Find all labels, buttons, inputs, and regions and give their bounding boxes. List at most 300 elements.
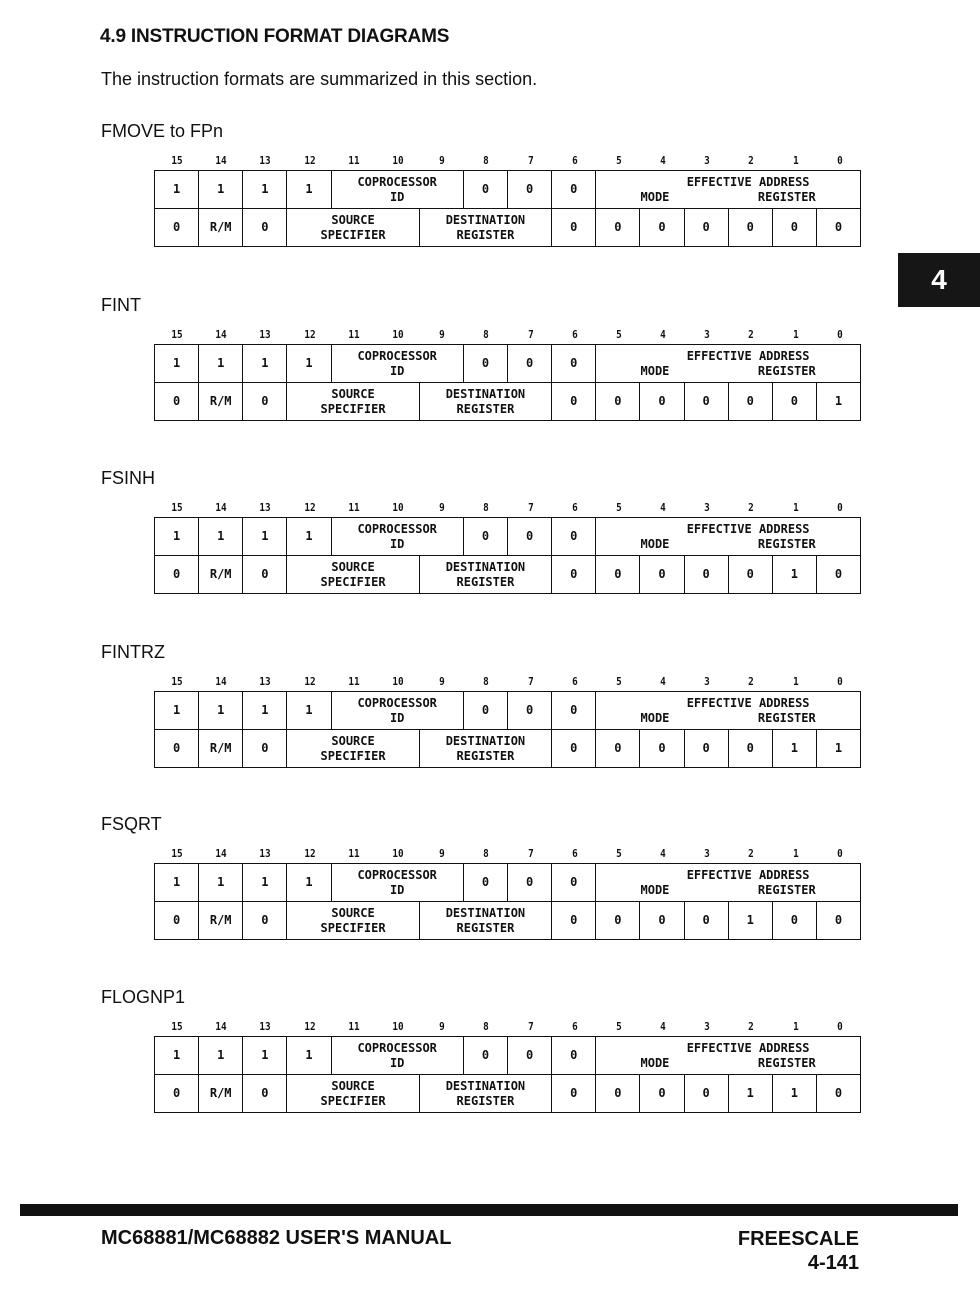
opmode-bit-cell: 0: [596, 556, 640, 594]
format-title: FLOGNP1: [101, 987, 186, 1007]
bit-number: 5: [616, 1020, 622, 1033]
specifier-label: SPECIFIER: [320, 1093, 386, 1108]
effective-address-field: [596, 171, 861, 209]
bit-number: 12: [303, 501, 316, 514]
bit-cell: 0: [243, 556, 287, 594]
destination-label: DESTINATION: [445, 386, 526, 401]
bit-number: 6: [571, 154, 578, 167]
bit-number: 14: [215, 501, 227, 514]
opmode-bit-cell: 0: [816, 1075, 860, 1113]
ea-register-label: REGISTER: [757, 882, 816, 897]
bit-number: 10: [392, 847, 404, 860]
bit-number: 10: [392, 1020, 404, 1033]
opmode-bit-cell: 0: [684, 730, 728, 768]
bit-cell: 1: [199, 864, 243, 902]
bit-number: 8: [483, 328, 490, 341]
bit-cell: 0: [155, 556, 199, 594]
source-label: SOURCE: [331, 733, 375, 748]
opmode-bit-cell: 1: [816, 383, 860, 421]
footer-page-number: 4-141: [807, 1252, 859, 1274]
bit-number: 1: [792, 328, 799, 341]
ea-mode-label: MODE: [640, 1055, 670, 1070]
bit-cell: R/M: [199, 383, 243, 421]
bit-cell: 1: [243, 864, 287, 902]
destination-label: DESTINATION: [445, 733, 526, 748]
destination-register-field: [419, 730, 551, 768]
opmode-bit-cell: 0: [640, 556, 684, 594]
bit-number: 11: [348, 675, 360, 688]
bit-number: 2: [748, 675, 755, 688]
source-specifier-field: [287, 556, 419, 594]
bit-number: 4: [660, 501, 666, 514]
bit-cell: 0: [508, 171, 552, 209]
bit-number: 7: [527, 1020, 534, 1033]
opmode-bit-cell: 0: [772, 902, 816, 940]
bit-number: 6: [571, 501, 578, 514]
footer-rule: [20, 1204, 958, 1216]
opmode-bit-cell: 0: [596, 1075, 640, 1113]
bit-number: 3: [704, 847, 711, 860]
bit-number: 9: [439, 1020, 445, 1033]
bit-cell: 0: [243, 383, 287, 421]
bit-cell: 1: [199, 518, 243, 556]
bit-cell: 0: [508, 692, 552, 730]
bit-number: 13: [259, 328, 272, 341]
coprocessor-label: COPROCESSOR: [357, 174, 437, 189]
destination-label: DESTINATION: [445, 559, 526, 574]
bit-cell: 1: [199, 692, 243, 730]
bit-number-row: [155, 328, 861, 344]
bit-number: 8: [483, 154, 490, 167]
command-word-row: [155, 209, 861, 247]
bit-number: 2: [748, 501, 755, 514]
bit-number: 15: [171, 675, 183, 688]
ea-subfields: [596, 364, 860, 379]
coprocessor-id-field: [331, 1037, 463, 1075]
coprocessor-id-field: [331, 171, 463, 209]
opmode-bit-cell: 0: [728, 383, 772, 421]
ea-label: EFFECTIVE ADDRESS: [686, 348, 810, 363]
bit-number: 13: [259, 501, 272, 514]
bit-cell: 0: [508, 345, 552, 383]
bit-cell: 0: [552, 1075, 596, 1113]
bit-number: 11: [348, 847, 360, 860]
bit-cell: 0: [463, 692, 507, 730]
footer-brand: FREESCALE: [737, 1228, 859, 1250]
format-title: FMOVE to FPn: [101, 121, 224, 141]
instruction-format-table: [154, 691, 861, 768]
bit-cell: 1: [287, 171, 331, 209]
coprocessor-id-field: [331, 345, 463, 383]
bit-number: 15: [171, 328, 183, 341]
operation-word-row: [155, 171, 861, 209]
effective-address-field: [596, 1037, 861, 1075]
opmode-bit-cell: 0: [640, 902, 684, 940]
bit-cell: 0: [243, 1075, 287, 1113]
source-label: SOURCE: [331, 905, 375, 920]
ea-label: EFFECTIVE ADDRESS: [686, 1040, 810, 1055]
opmode-bit-cell: 0: [772, 383, 816, 421]
format-section: [0, 295, 980, 445]
bit-number: 4: [660, 328, 666, 341]
opmode-bit-cell: 0: [684, 383, 728, 421]
coprocessor-label: COPROCESSOR: [357, 521, 437, 536]
bit-cell: 1: [243, 692, 287, 730]
bit-number: 0: [836, 501, 843, 514]
destination-register-field: [419, 556, 551, 594]
bit-cell: 0: [552, 692, 596, 730]
opmode-bit-cell: 0: [640, 1075, 684, 1113]
footer-right: [738, 1227, 859, 1275]
opmode-bit-cell: 0: [596, 902, 640, 940]
bit-cell: R/M: [199, 730, 243, 768]
effective-address-field: [596, 692, 861, 730]
opmode-bit-cell: 0: [816, 209, 860, 247]
ea-subfields: [596, 537, 860, 552]
opmode-bit-cell: 0: [772, 209, 816, 247]
bit-number-row: [155, 501, 861, 517]
coprocessor-id-field: [331, 692, 463, 730]
bit-number: 8: [483, 501, 490, 514]
bit-number: 15: [171, 154, 183, 167]
bit-number: 3: [704, 154, 711, 167]
bit-number: 8: [483, 1020, 490, 1033]
bit-cell: 0: [552, 383, 596, 421]
bit-number: 7: [527, 847, 534, 860]
bit-cell: 0: [243, 902, 287, 940]
bit-cell: 1: [243, 518, 287, 556]
bit-cell: 0: [552, 730, 596, 768]
bit-number: 4: [660, 847, 666, 860]
command-word-row: [155, 902, 861, 940]
bit-cell: 1: [155, 171, 199, 209]
bit-cell: 0: [552, 556, 596, 594]
bit-number: 10: [392, 501, 404, 514]
register-label: REGISTER: [456, 1093, 515, 1108]
bit-cell: 0: [155, 1075, 199, 1113]
coprocessor-id-label: ID: [389, 189, 405, 204]
bit-cell: 0: [155, 902, 199, 940]
section-heading: 4.9 INSTRUCTION FORMAT DIAGRAMS: [100, 26, 450, 47]
opmode-bit-cell: 0: [640, 209, 684, 247]
opmode-bit-cell: 0: [816, 902, 860, 940]
bit-number: 14: [215, 675, 227, 688]
bit-cell: 1: [155, 518, 199, 556]
bit-number: 5: [616, 847, 622, 860]
bit-number: 12: [303, 1020, 316, 1033]
bit-number: 3: [704, 1020, 711, 1033]
bit-cell: R/M: [199, 209, 243, 247]
command-word-row: [155, 730, 861, 768]
bit-cell: 0: [552, 518, 596, 556]
bit-number: 1: [792, 675, 799, 688]
bit-cell: 0: [463, 518, 507, 556]
bit-cell: 1: [243, 171, 287, 209]
bit-cell: 1: [243, 1037, 287, 1075]
opmode-bit-cell: 1: [816, 730, 860, 768]
specifier-label: SPECIFIER: [320, 401, 386, 416]
bit-number: 10: [392, 675, 404, 688]
format-section: [0, 642, 980, 792]
intro-text: The instruction formats are summarized in this section.: [101, 69, 538, 89]
ea-mode-label: MODE: [640, 882, 670, 897]
bit-number: 2: [748, 328, 755, 341]
bit-number-row: [155, 154, 861, 170]
bit-cell: 1: [287, 518, 331, 556]
ea-register-label: REGISTER: [757, 1055, 816, 1070]
opmode-bit-cell: 0: [728, 556, 772, 594]
bit-number: 5: [616, 154, 622, 167]
opmode-bit-cell: 0: [816, 556, 860, 594]
bit-number: 9: [439, 847, 445, 860]
bit-cell: 0: [155, 730, 199, 768]
bit-cell: 0: [552, 902, 596, 940]
opmode-bit-cell: 0: [684, 209, 728, 247]
instruction-format-table: [154, 863, 861, 940]
ea-register-label: REGISTER: [757, 363, 816, 378]
bit-number: 5: [616, 501, 622, 514]
register-label: REGISTER: [456, 920, 515, 935]
bit-number: 15: [171, 1020, 183, 1033]
destination-register-field: [419, 209, 551, 247]
bit-number: 8: [483, 675, 490, 688]
bit-number: 14: [215, 154, 227, 167]
ea-label: EFFECTIVE ADDRESS: [686, 695, 810, 710]
bit-cell: 0: [508, 1037, 552, 1075]
bit-number: 1: [792, 847, 799, 860]
opmode-bit-cell: 0: [684, 556, 728, 594]
bit-number: 7: [527, 501, 534, 514]
bit-cell: 0: [508, 864, 552, 902]
bit-number: 9: [439, 501, 445, 514]
bit-number: 15: [171, 847, 183, 860]
destination-label: DESTINATION: [445, 905, 526, 920]
opmode-bit-cell: 0: [596, 383, 640, 421]
ea-label: EFFECTIVE ADDRESS: [686, 521, 810, 536]
specifier-label: SPECIFIER: [320, 748, 386, 763]
effective-address-field: [596, 518, 861, 556]
format-title: FSINH: [101, 468, 155, 488]
coprocessor-label: COPROCESSOR: [357, 1040, 437, 1055]
format-title: FSQRT: [101, 814, 162, 834]
bit-number: 11: [348, 154, 360, 167]
bit-number: 14: [215, 847, 227, 860]
bit-number-row: [155, 847, 861, 863]
instruction-format-table: [154, 517, 861, 594]
format-section: [0, 814, 980, 964]
bit-number: 6: [571, 847, 578, 860]
ea-register-label: REGISTER: [757, 189, 816, 204]
bit-cell: 0: [552, 1037, 596, 1075]
effective-address-field: [596, 864, 861, 902]
bit-number: 2: [748, 847, 755, 860]
ea-label: EFFECTIVE ADDRESS: [686, 867, 810, 882]
bit-number: 11: [348, 328, 360, 341]
register-label: REGISTER: [456, 748, 515, 763]
source-specifier-field: [287, 383, 419, 421]
ea-register-label: REGISTER: [757, 710, 816, 725]
bit-number: 3: [704, 328, 711, 341]
coprocessor-id-label: ID: [389, 1055, 405, 1070]
bit-number: 4: [660, 154, 666, 167]
opmode-bit-cell: 0: [596, 209, 640, 247]
bit-cell: 1: [155, 345, 199, 383]
bit-number: 12: [303, 847, 316, 860]
ea-mode-label: MODE: [640, 536, 670, 551]
coprocessor-id-field: [331, 518, 463, 556]
bit-number: 1: [792, 501, 799, 514]
destination-register-field: [419, 383, 551, 421]
bit-number: 15: [171, 501, 183, 514]
bit-number: 11: [348, 501, 360, 514]
ea-mode-label: MODE: [640, 189, 670, 204]
destination-register-field: [419, 1075, 551, 1113]
bit-number: 12: [303, 328, 316, 341]
bit-number: 13: [259, 1020, 272, 1033]
bit-number: 13: [259, 675, 272, 688]
bit-number: 3: [704, 501, 711, 514]
command-word-row: [155, 383, 861, 421]
operation-word-row: [155, 1037, 861, 1075]
bit-number: 7: [527, 154, 534, 167]
bit-number: 2: [748, 1020, 755, 1033]
bit-cell: 0: [552, 171, 596, 209]
bit-cell: 1: [199, 345, 243, 383]
bit-number: 12: [303, 154, 316, 167]
source-label: SOURCE: [331, 559, 375, 574]
bit-number: 0: [836, 1020, 843, 1033]
bit-cell: 1: [287, 864, 331, 902]
bit-number-row: [155, 675, 861, 691]
bit-cell: 0: [243, 730, 287, 768]
instruction-format-table: [154, 1036, 861, 1113]
bit-cell: 0: [552, 209, 596, 247]
bit-number: 11: [348, 1020, 360, 1033]
bit-cell: 1: [287, 692, 331, 730]
effective-address-field: [596, 345, 861, 383]
bit-number: 5: [616, 328, 622, 341]
opmode-bit-cell: 0: [684, 1075, 728, 1113]
opmode-bit-cell: 0: [684, 902, 728, 940]
operation-word-row: [155, 864, 861, 902]
bit-cell: 0: [508, 518, 552, 556]
format-section: [0, 121, 980, 271]
coprocessor-id-label: ID: [389, 536, 405, 551]
bit-cell: 1: [155, 864, 199, 902]
opmode-bit-cell: 0: [596, 730, 640, 768]
source-specifier-field: [287, 209, 419, 247]
command-word-row: [155, 1075, 861, 1113]
instruction-format-table: [154, 344, 861, 421]
instruction-format-table: [154, 170, 861, 247]
bit-number: 0: [836, 328, 843, 341]
format-section: [0, 987, 980, 1137]
command-word-row: [155, 556, 861, 594]
bit-number: 12: [303, 675, 316, 688]
operation-word-row: [155, 518, 861, 556]
format-title: FINTRZ: [101, 642, 165, 662]
bit-number: 10: [392, 328, 404, 341]
specifier-label: SPECIFIER: [320, 920, 386, 935]
specifier-label: SPECIFIER: [320, 227, 386, 242]
opmode-bit-cell: 1: [772, 730, 816, 768]
destination-label: DESTINATION: [445, 212, 526, 227]
bit-number: 6: [571, 675, 578, 688]
bit-number: 4: [660, 675, 666, 688]
bit-number: 1: [792, 154, 799, 167]
bit-cell: 0: [155, 383, 199, 421]
bit-cell: 0: [243, 209, 287, 247]
bit-number: 4: [660, 1020, 666, 1033]
bit-cell: 1: [155, 692, 199, 730]
destination-register-field: [419, 902, 551, 940]
coprocessor-id-label: ID: [389, 363, 405, 378]
format-title: FINT: [101, 295, 141, 315]
register-label: REGISTER: [456, 401, 515, 416]
operation-word-row: [155, 692, 861, 730]
register-label: REGISTER: [456, 227, 515, 242]
source-specifier-field: [287, 730, 419, 768]
opmode-bit-cell: 1: [728, 1075, 772, 1113]
ea-subfields: [596, 190, 860, 205]
source-label: SOURCE: [331, 1078, 375, 1093]
footer-manual-title: MC68881/MC68882 USER'S MANUAL: [101, 1227, 452, 1249]
ea-mode-label: MODE: [640, 363, 670, 378]
bit-cell: R/M: [199, 902, 243, 940]
opmode-bit-cell: 0: [728, 730, 772, 768]
bit-cell: 1: [199, 171, 243, 209]
coprocessor-id-label: ID: [389, 882, 405, 897]
bit-number: 8: [483, 847, 490, 860]
bit-cell: 0: [463, 864, 507, 902]
bit-cell: 1: [287, 1037, 331, 1075]
bit-cell: 1: [155, 1037, 199, 1075]
bit-cell: 1: [199, 1037, 243, 1075]
ea-subfields: [596, 1056, 860, 1071]
destination-label: DESTINATION: [445, 1078, 526, 1093]
bit-number: 14: [215, 1020, 227, 1033]
opmode-bit-cell: 1: [728, 902, 772, 940]
source-label: SOURCE: [331, 386, 375, 401]
format-section: [0, 468, 980, 618]
coprocessor-label: COPROCESSOR: [357, 348, 437, 363]
bit-number: 0: [836, 154, 843, 167]
bit-number: 0: [836, 847, 843, 860]
bit-number: 7: [527, 675, 534, 688]
bit-number: 9: [439, 328, 445, 341]
bit-cell: 1: [243, 345, 287, 383]
bit-number: 3: [704, 675, 711, 688]
opmode-bit-cell: 1: [772, 1075, 816, 1113]
bit-number: 1: [792, 1020, 799, 1033]
chapter-tab: 4: [898, 253, 980, 307]
source-specifier-field: [287, 1075, 419, 1113]
bit-cell: R/M: [199, 556, 243, 594]
bit-number: 9: [439, 675, 445, 688]
opmode-bit-cell: 0: [640, 383, 684, 421]
bit-number: 13: [259, 847, 272, 860]
register-label: REGISTER: [456, 574, 515, 589]
bit-number: 13: [259, 154, 272, 167]
bit-number-row: [155, 1020, 861, 1036]
bit-number: 2: [748, 154, 755, 167]
bit-cell: R/M: [199, 1075, 243, 1113]
bit-cell: 0: [463, 345, 507, 383]
specifier-label: SPECIFIER: [320, 574, 386, 589]
ea-subfields: [596, 711, 860, 726]
bit-number: 9: [439, 154, 445, 167]
opmode-bit-cell: 1: [772, 556, 816, 594]
